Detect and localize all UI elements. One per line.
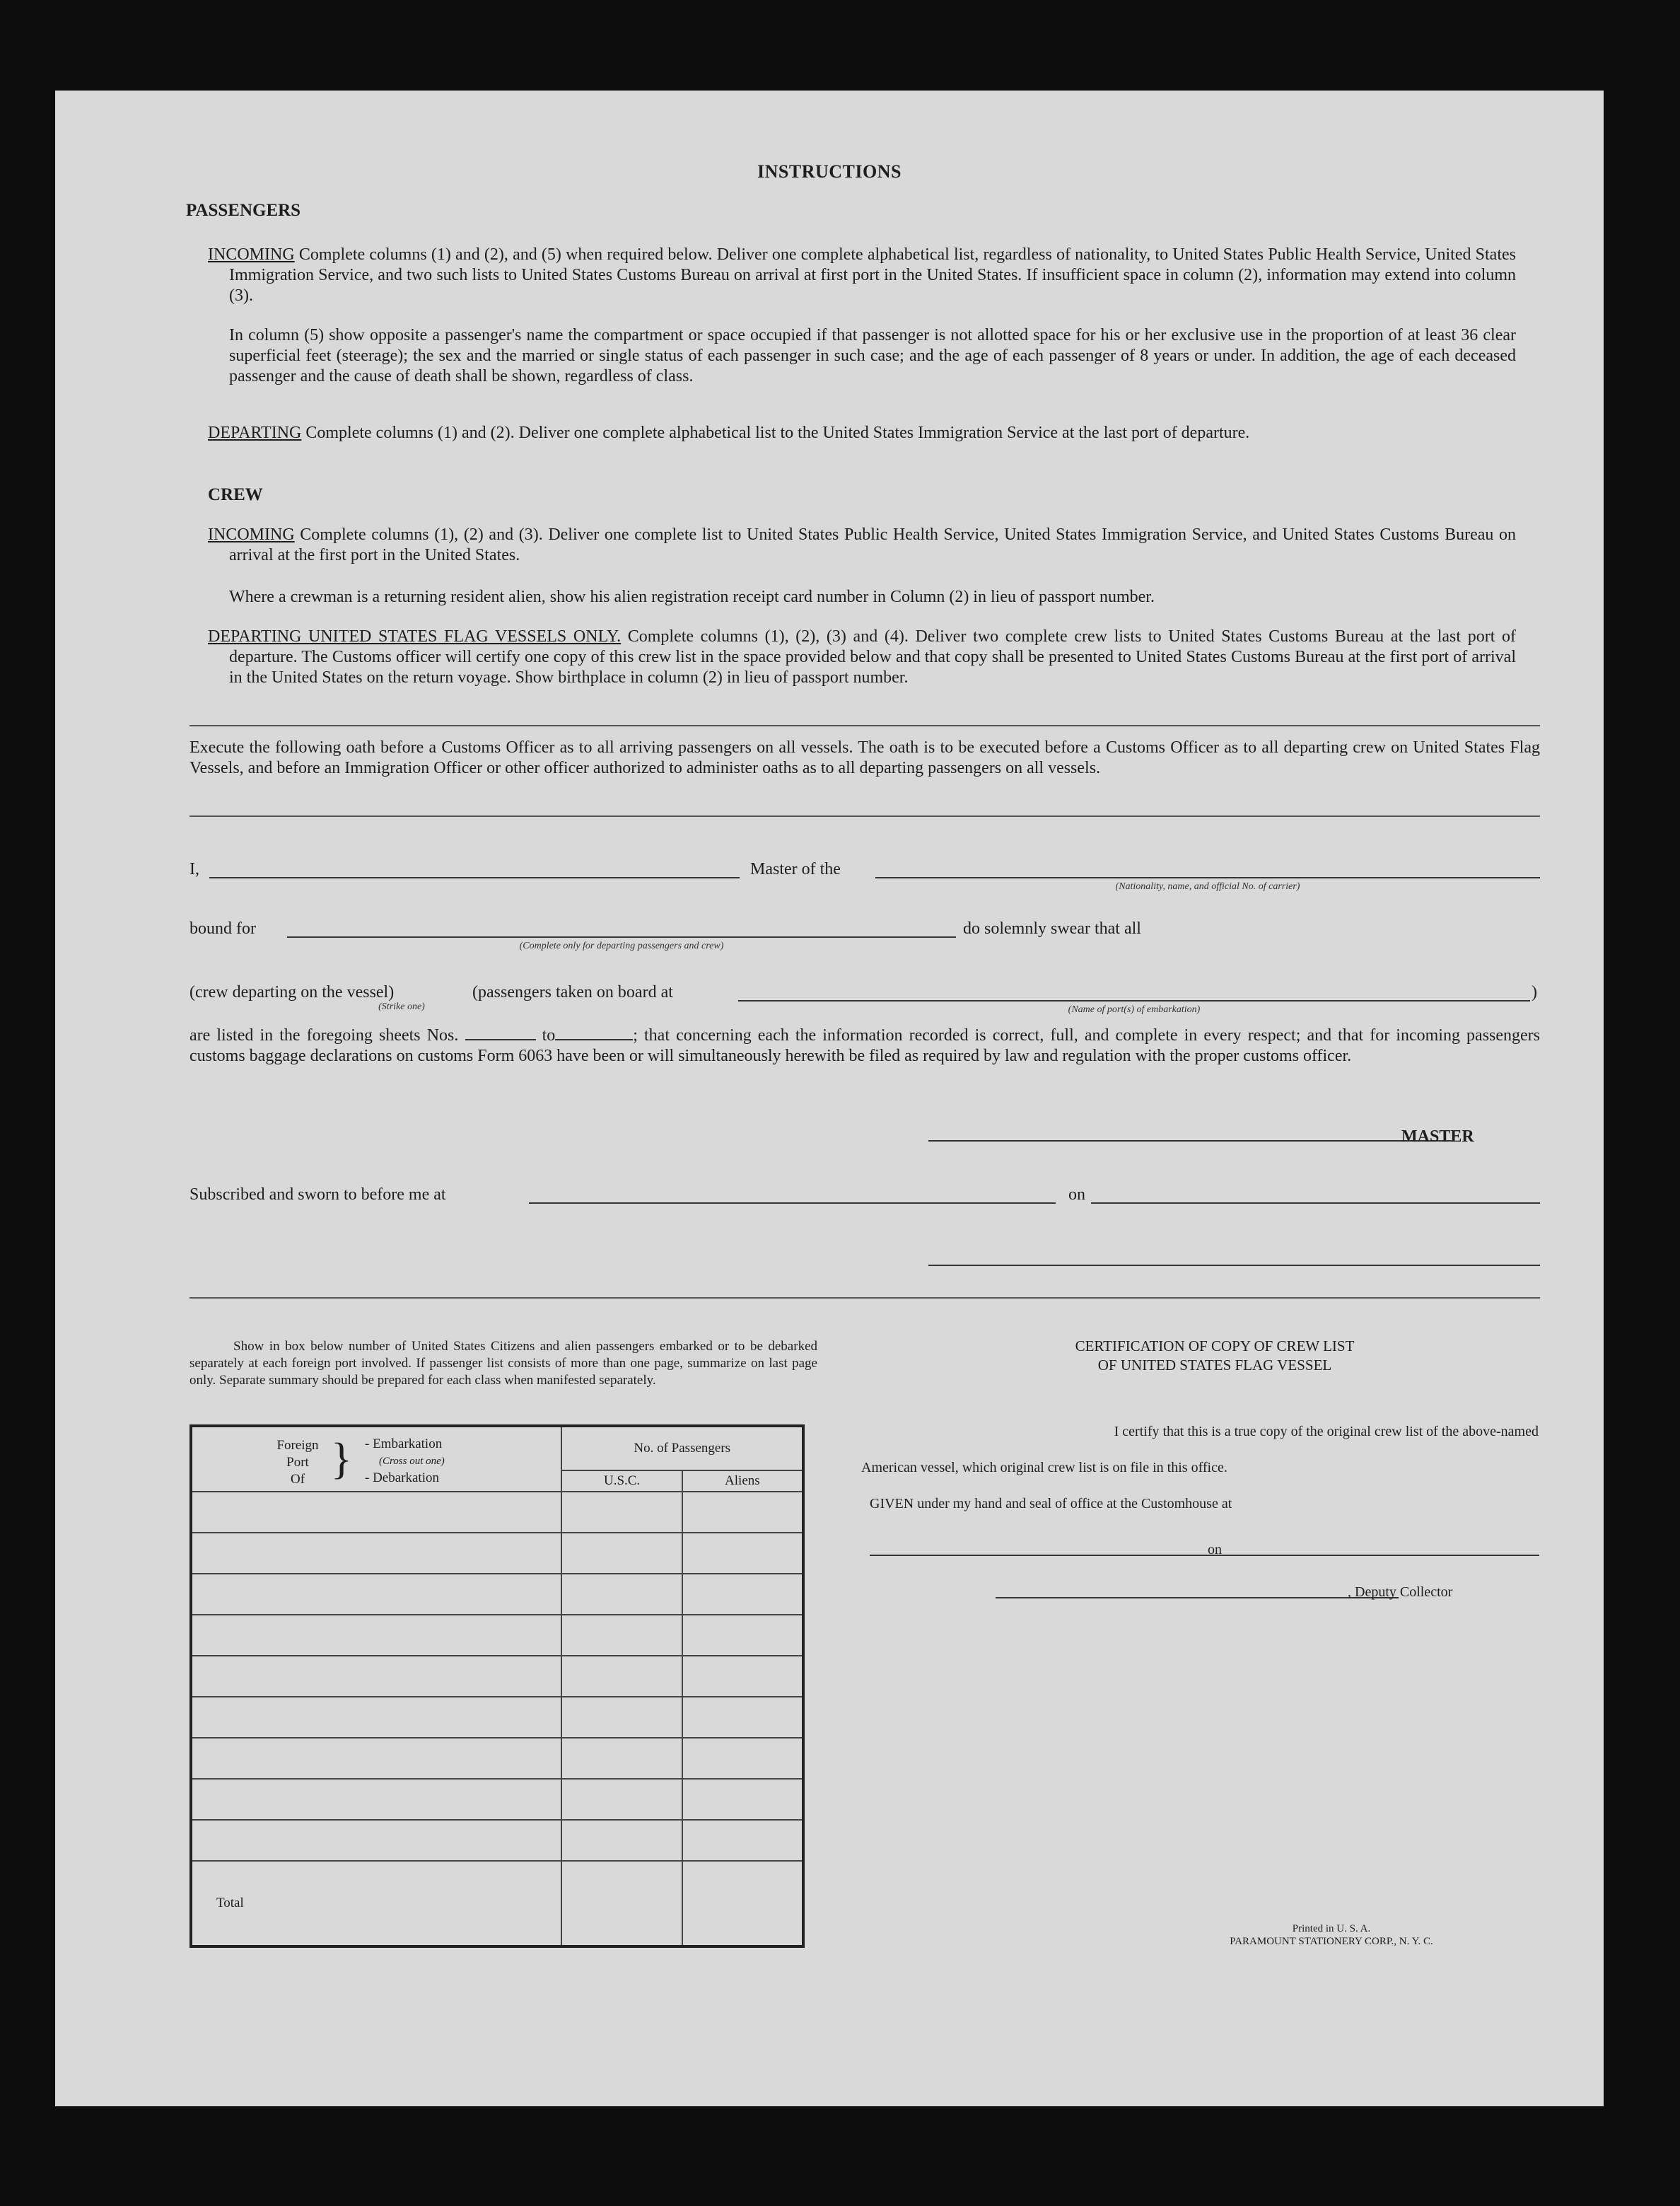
oath-i-label: I, — [189, 860, 199, 878]
embarkation-ports-field[interactable] — [738, 1000, 1530, 1002]
debarkation-option[interactable]: - Debarkation — [365, 1470, 439, 1485]
crew-departing-instruction — [208, 627, 1516, 688]
oath-intro: Execute the following oath before a Customs Officer as to all arriving passengers on all vessels. The oath is to be executed before a Customs Officer as to all departing crew on United States Flag Vessels, and before an Immigration Officer or other officer authorized to administer oaths as to all departing passengers on all vessels. — [189, 738, 1540, 777]
usc-header: U.S.C. — [561, 1470, 682, 1492]
port-cell[interactable] — [191, 1738, 561, 1779]
aliens-cell[interactable] — [682, 1533, 803, 1574]
divider-line — [189, 1297, 1540, 1299]
aliens-cell[interactable] — [682, 1615, 803, 1656]
printed-in-usa: Printed in U. S. A. — [1292, 1923, 1371, 1934]
departing-label: DEPARTING — [208, 424, 302, 442]
to-label: to — [542, 1026, 556, 1045]
master-of-the-label: Master of the — [750, 860, 841, 878]
sworn-on-label: on — [1068, 1185, 1085, 1204]
sworn-place-field[interactable] — [529, 1202, 1056, 1204]
passengers-departing-instruction — [208, 423, 1516, 443]
no-of-passengers-header: No. of Passengers — [561, 1426, 803, 1470]
port-cell[interactable] — [191, 1492, 561, 1533]
customhouse-field[interactable] — [870, 1555, 1255, 1556]
summary-note: Show in box below number of United States Citizens and alien passengers embarked or to be debarked separately at each foreign port involved. If passenger list consists of more than one page, summarize on last page only. Separate summary should be prepared for each class when manifested separately. — [189, 1339, 817, 1388]
usc-cell[interactable] — [561, 1615, 682, 1656]
port-cell[interactable] — [191, 1656, 561, 1697]
usc-cell[interactable] — [561, 1574, 682, 1615]
aliens-total-cell[interactable] — [682, 1861, 803, 1946]
passenger-summary-table — [189, 1424, 805, 1948]
bound-for-field[interactable] — [287, 936, 956, 938]
total-label: Total — [191, 1861, 561, 1946]
sheet-to-field[interactable] — [555, 1026, 633, 1040]
certify-line1: I certify that this is a true copy of the original crew list of the above-named — [1114, 1424, 1539, 1439]
statement-text: ; that concerning each the information recorded is correct, full, and complete in every respect; and that for incoming passengers customs baggage declarations on customs Form 6063 have been or will simultaneously herewith be filed as required by law and regulation with the proper customs officer. — [189, 1026, 1541, 1065]
certify-line2: American vessel, which original crew list is on file in this office. — [861, 1460, 1227, 1475]
listed-in-text: are listed in the foregoing sheets Nos. — [189, 1026, 459, 1045]
sworn-date-field[interactable] — [1091, 1202, 1540, 1204]
page-title: INSTRUCTIONS — [757, 161, 902, 182]
embarkation-option[interactable]: - Embarkation — [365, 1436, 443, 1451]
crew-heading: CREW — [208, 485, 263, 504]
incoming-label: INCOMING — [208, 245, 295, 264]
deputy-signature-field[interactable] — [996, 1597, 1399, 1598]
divider-line — [189, 725, 1540, 726]
departing-text: Complete columns (1) and (2). Deliver one complete alphabetical list to the United States Immigration Service at the last port of departure. — [301, 424, 1250, 442]
column5-text: In column (5) show opposite a passenger's name the compartment or space occupied if that passenger is not allotted space for his or her exclusive use in the proportion of at least 36 clear superficial feet (steerage); the sex and the married or single status of each passenger in such case; and the age of each passenger of 8 years or under. In addition, the age of each deceased passenger and the cause of death shall be shown, regardless of class. — [229, 326, 1516, 385]
port-cell[interactable] — [191, 1697, 561, 1738]
foreign-label: Foreign — [276, 1438, 319, 1453]
foreign-port-header — [191, 1426, 561, 1492]
usc-cell[interactable] — [561, 1820, 682, 1861]
printer-name: PARAMOUNT STATIONERY CORP., N. Y. C. — [1230, 1936, 1433, 1947]
certification-title-line2: OF UNITED STATES FLAG VESSEL — [1097, 1357, 1332, 1374]
certification-on-label: on — [1208, 1542, 1222, 1557]
aliens-cell[interactable] — [682, 1574, 803, 1615]
passengers-incoming-instruction — [208, 245, 1516, 306]
form-page — [55, 91, 1604, 2106]
brace-icon: } — [331, 1435, 352, 1483]
sheet-from-field[interactable] — [465, 1026, 536, 1040]
usc-cell[interactable] — [561, 1492, 682, 1533]
crew-resident-instruction — [229, 587, 1516, 608]
aliens-header: Aliens — [682, 1470, 803, 1492]
master-signature-field[interactable] — [928, 1140, 1452, 1142]
port-cell[interactable] — [191, 1779, 561, 1820]
port-cell[interactable] — [191, 1533, 561, 1574]
close-paren: ) — [1532, 983, 1537, 1002]
officer-signature-field[interactable] — [928, 1265, 1540, 1266]
port-cell[interactable] — [191, 1615, 561, 1656]
master-name-field[interactable] — [209, 877, 740, 878]
certification-title — [911, 1337, 1519, 1375]
deputy-collector-label: , Deputy Collector — [1348, 1584, 1453, 1600]
port-cell[interactable] — [191, 1574, 561, 1615]
usc-cell[interactable] — [561, 1656, 682, 1697]
carrier-field[interactable] — [875, 877, 1540, 878]
cross-out-caption: (Cross out one) — [379, 1456, 445, 1467]
certification-date-field[interactable] — [1239, 1555, 1539, 1556]
passengers-taken-option[interactable]: (passengers taken on board at — [472, 983, 673, 1002]
oath-statement — [189, 1026, 1540, 1067]
divider-line — [189, 815, 1540, 817]
bound-for-label: bound for — [189, 919, 256, 938]
strike-one-caption: (Strike one) — [378, 1002, 425, 1012]
passengers-column5-instruction — [229, 325, 1516, 387]
aliens-cell[interactable] — [682, 1779, 803, 1820]
crew-incoming-label: INCOMING — [208, 526, 295, 544]
complete-only-caption: (Complete only for departing passengers and crew) — [519, 941, 724, 951]
crew-incoming-instruction — [208, 525, 1516, 566]
given-under-hand: GIVEN under my hand and seal of office at the Customhouse at — [870, 1496, 1232, 1511]
subscribed-label: Subscribed and sworn to before me at — [189, 1185, 446, 1204]
port-label: Port — [286, 1455, 309, 1470]
aliens-cell[interactable] — [682, 1656, 803, 1697]
usc-cell[interactable] — [561, 1738, 682, 1779]
usc-cell[interactable] — [561, 1779, 682, 1820]
aliens-cell[interactable] — [682, 1492, 803, 1533]
aliens-cell[interactable] — [682, 1820, 803, 1861]
aliens-cell[interactable] — [682, 1738, 803, 1779]
usc-cell[interactable] — [561, 1697, 682, 1738]
passengers-heading: PASSENGERS — [186, 201, 301, 220]
crew-departing-label: DEPARTING UNITED STATES FLAG VESSELS ONLY. — [208, 627, 622, 646]
aliens-cell[interactable] — [682, 1697, 803, 1738]
crew-departing-option[interactable]: (crew departing on the vessel) — [189, 983, 395, 1002]
printer-imprint — [1172, 1922, 1491, 1948]
crew-resident-text: Where a crewman is a returning resident alien, show his alien registration receipt card number in Column (2) in lieu of passport number. — [229, 588, 1155, 606]
nationality-caption: (Nationality, name, and official No. of carrier) — [1115, 881, 1300, 892]
usc-cell[interactable] — [561, 1533, 682, 1574]
ports-caption: (Name of port(s) of embarkation) — [1068, 1004, 1201, 1015]
port-cell[interactable] — [191, 1820, 561, 1861]
crew-departing-text: Complete columns (1), (2), (3) and (4). Deliver two complete crew lists to United States Customs Bureau at the last port of departure. The Customs officer will certify one copy of this crew list in the space provided below and that copy shall be presented to United States Customs Bureau at the first port of arrival in the United States on the return voyage. Show birthplace in column (2) in lieu of passport number. — [229, 627, 1516, 687]
certification-title-line1: CERTIFICATION OF COPY OF CREW LIST — [1075, 1337, 1355, 1354]
incoming-text: Complete columns (1) and (2), and (5) when required below. Deliver one complete alphabetical list, regardless of nationality, to United States Public Health Service, United States Immigration Service, and two such lists to United States Customs Bureau on arrival at first port in the United States. If insufficient space in column (2), information may extend into column (3). — [229, 245, 1516, 305]
solemnly-swear-text: do solemnly swear that all — [963, 919, 1141, 938]
usc-total-cell[interactable] — [561, 1861, 682, 1946]
of-label: Of — [290, 1472, 305, 1487]
crew-incoming-text: Complete columns (1), (2) and (3). Deliver one complete list to United States Public Health Service, United States Immigration Service, and United States Customs Bureau on arrival at the first port in the United States. — [229, 526, 1516, 564]
master-label: MASTER — [1401, 1127, 1474, 1146]
